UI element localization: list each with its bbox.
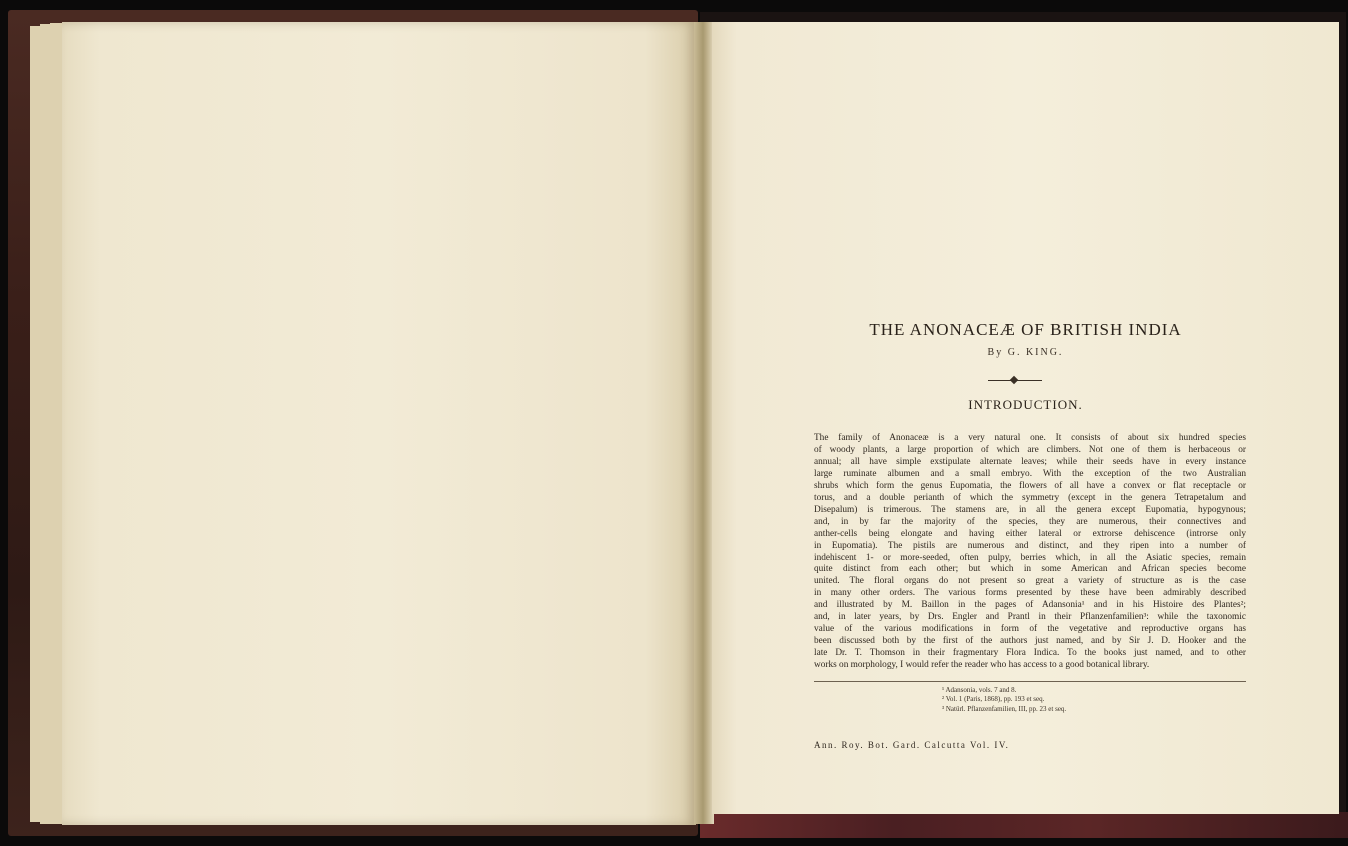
- author-byline: By G. KING.: [987, 347, 1064, 358]
- body-line: been discussed both by the first of the authors just named, and by Sir J. D. Hooker and the: [814, 636, 1246, 647]
- body-line: united. The floral organs do not present so great a variety of structure as is the case: [814, 576, 1246, 587]
- section-heading: INTRODUCTION.: [968, 397, 1083, 412]
- footnote-rule: [814, 681, 1246, 682]
- body-line: indehiscent 1- or more-seeded, often pulpy, berries which, in all the Asiatic species, remain: [814, 552, 1246, 563]
- ornament-divider: [988, 380, 1042, 381]
- article-title: THE ANONACEÆ OF BRITISH INDIA: [869, 320, 1182, 339]
- body-line: torus, and a double perianth of which the symmetry (except in the genera Tetrapetalum and: [814, 492, 1246, 503]
- journal-signature: Ann. Roy. Bot. Gard. Calcutta Vol. IV.: [814, 740, 1010, 750]
- body-line: and, in by far the majority of the species, they are numerous, their connectives and: [814, 516, 1246, 527]
- body-line: annual; all have simple exstipulate alternate leaves; while their seeds have in every instance: [814, 456, 1246, 467]
- body-line: quite distinct from each other; but which in some American and African species become: [814, 564, 1246, 575]
- body-line: and illustrated by M. Baillon in the pages of Adansonia¹ and in his Histoire des Plantes²;: [814, 600, 1246, 611]
- body-line: large ruminate albumen and a small embryo. With the exception of the two Australian: [814, 468, 1246, 479]
- book-gutter: [694, 22, 714, 824]
- footnote: ³ Natürl. Pflanzenfamilien, III, pp. 23 et seq.: [942, 704, 1067, 713]
- body-line: and, in later years, by Drs. Engler and Prantl in their Pflanzenfamilien³: while the taxonomic: [814, 612, 1246, 623]
- body-line: value of the various modifications in form of the vegetative and reproductive organs has: [814, 624, 1246, 635]
- body-line: in many other orders. The various forms presented by these have been admirably described: [814, 588, 1246, 599]
- body-line: shrubs which form the genus Eupomatia, the flowers of all have a convex or flat receptacle or: [814, 480, 1246, 491]
- body-line: of woody plants, a large proportion of which are climbers. Not one of them is herbaceous or: [814, 444, 1246, 455]
- body-line: Disepalum) is trimerous. The stamens are, in all the genera except Eupomatia, hypogynous;: [814, 504, 1246, 515]
- footnote: ² Vol. 1 (Paris, 1868), pp. 193 et seq.: [942, 695, 1045, 704]
- footnote: ¹ Adansonia, vols. 7 and 8.: [942, 686, 1017, 694]
- body-line: The family of Anonaceæ is a very natural one. It consists of about six hundred species: [814, 433, 1246, 443]
- body-line: anther-cells being elongate and having either lateral or extrorse dehiscence (introrse only: [814, 528, 1246, 539]
- left-page-blank: [62, 22, 696, 825]
- footnotes: [942, 686, 1066, 714]
- body-line: in Eupomatia). The pistils are numerous and distinct, and they ripen into a number of: [814, 540, 1246, 551]
- body-line: works on morphology, I would refer the reader who has access to a good botanical library.: [814, 660, 1150, 671]
- right-page: [712, 22, 1339, 814]
- introduction-body: [814, 433, 1246, 672]
- body-line: late Dr. T. Thomson in their fragmentary Flora Indica. To the books just named, and to other: [814, 648, 1246, 659]
- cover-edge-strip: [700, 812, 1348, 838]
